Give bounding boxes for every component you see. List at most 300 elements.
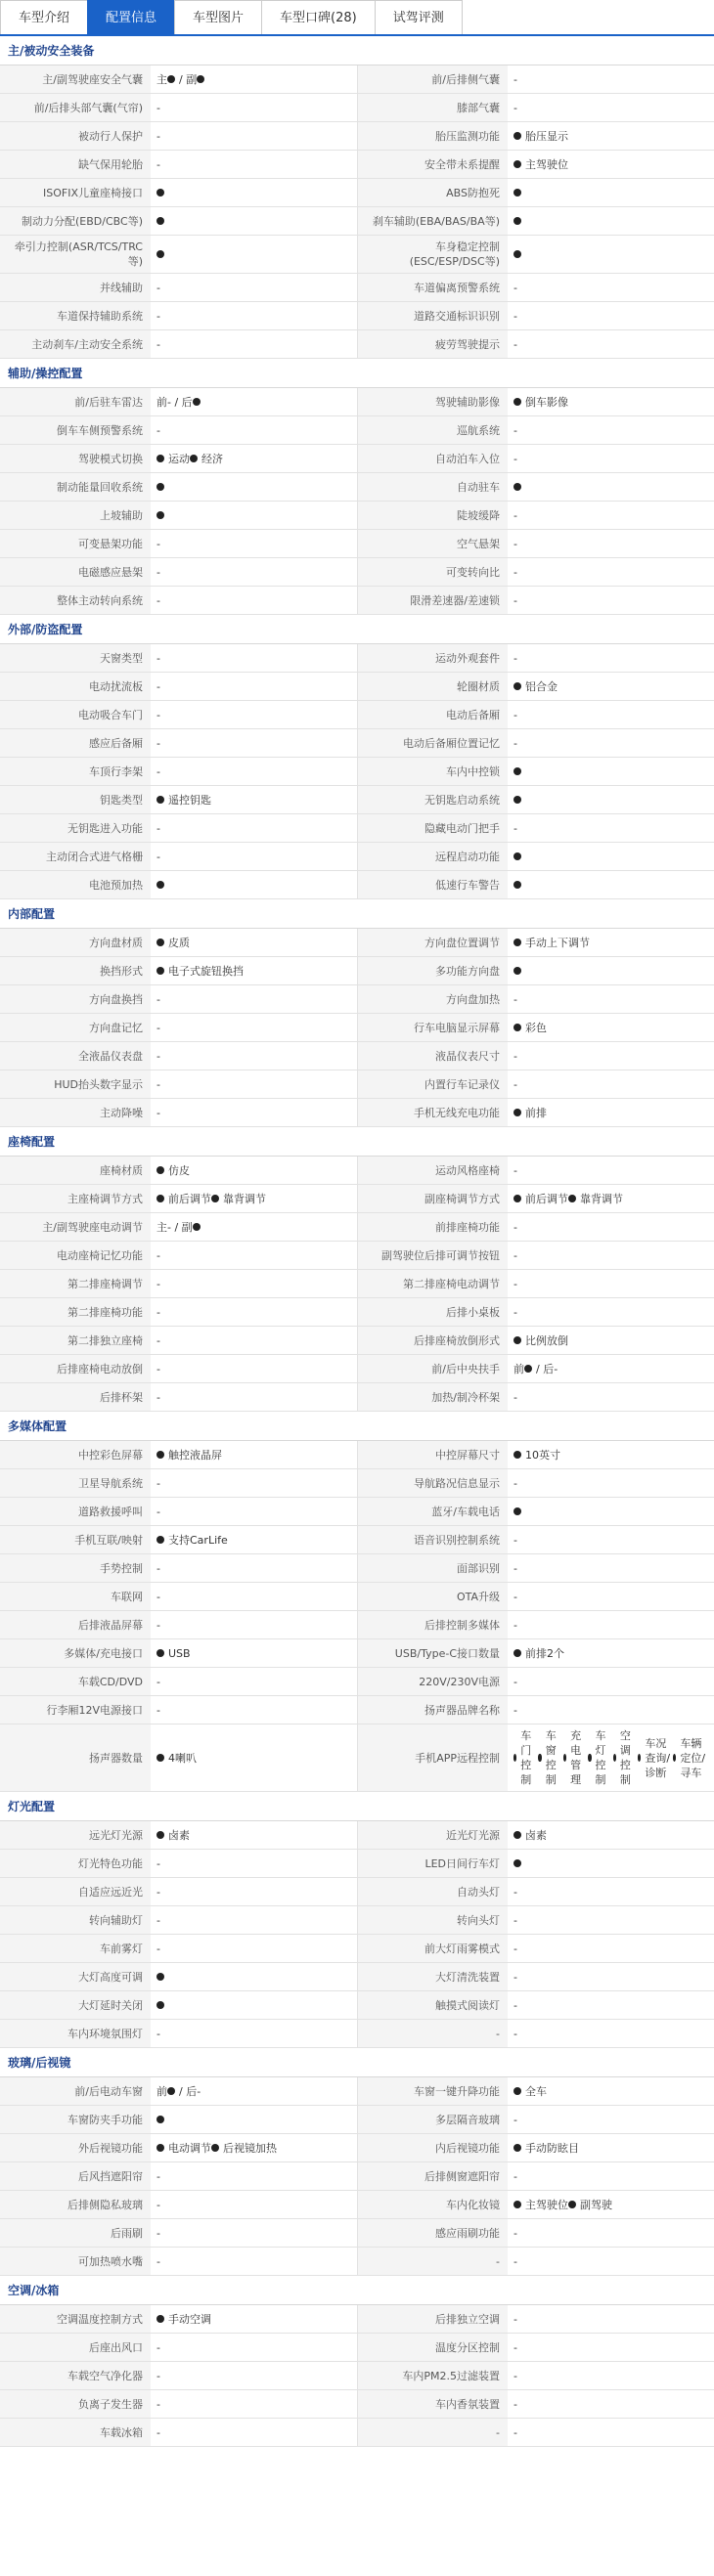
config-label: 缺气保用轮胎 (0, 151, 151, 178)
standard-dot-icon (513, 132, 521, 140)
config-value: 主驾驶位 副驾驶 (508, 2191, 714, 2218)
config-value (508, 957, 714, 984)
standard-dot-icon (193, 398, 201, 406)
standard-dot-icon (156, 511, 164, 519)
config-label: 可加热喷水嘴 (0, 2248, 151, 2275)
config-value: 4喇叭 (151, 1725, 357, 1791)
config-label: 自动驻车 (357, 473, 508, 501)
config-value: 仿皮 (151, 1157, 357, 1184)
config-value: - (156, 821, 160, 835)
config-value: - (156, 764, 160, 778)
config-label: 自适应远近光 (0, 1878, 151, 1905)
config-value: - (513, 1561, 517, 1575)
config-label: 后雨刷 (0, 2219, 151, 2247)
config-value: - (156, 157, 160, 171)
config-value: - (156, 2226, 160, 2240)
config-label: 方向盘换挡 (0, 985, 151, 1013)
config-label: 主座椅调节方式 (0, 1185, 151, 1212)
config-value: - (156, 1305, 160, 1319)
tab-0[interactable]: 车型介绍 (0, 0, 88, 34)
standard-dot-icon (156, 1451, 164, 1459)
config-row (0, 1611, 714, 1639)
standard-dot-icon (197, 75, 204, 83)
standard-dot-icon (513, 2144, 521, 2152)
config-value (151, 1991, 357, 2019)
config-label: 胎压监测功能 (357, 122, 508, 150)
config-row (0, 2106, 714, 2134)
config-label: ABS防抱死 (357, 179, 508, 206)
config-label: 电动后备厢位置记忆 (357, 729, 508, 757)
config-value: - (156, 1505, 160, 1518)
standard-dot-icon (167, 2087, 175, 2095)
config-row (0, 1213, 714, 1242)
standard-dot-icon (513, 1831, 521, 1839)
config-label: 面部识别 (357, 1554, 508, 1582)
config-value: - (156, 992, 160, 1006)
config-label: 膝部气囊 (357, 94, 508, 121)
standard-dot-icon (513, 682, 521, 690)
config-value: 前 / 后- (513, 1362, 558, 1375)
config-value: - (156, 565, 160, 579)
config-label: 车内PM2.5过滤装置 (357, 2362, 508, 2389)
config-value: 10英寸 (508, 1441, 714, 1468)
config-value: 前排 (508, 1099, 714, 1126)
config-row (0, 1099, 714, 1127)
config-row (0, 558, 714, 587)
config-value (508, 1850, 714, 1877)
config-label: 车载CD/DVD (0, 1668, 151, 1695)
config-label: 电动座椅记忆功能 (0, 1242, 151, 1269)
config-value: - (156, 1106, 160, 1119)
config-value: 车门控制 车窗控制 充电管理 车灯控制 空调控制 车况查询/诊断 车辆定位/寻车 (508, 1725, 714, 1791)
config-value: - (156, 1277, 160, 1290)
tab-1[interactable]: 配置信息 (87, 0, 175, 34)
config-label: 低速行车警告 (357, 871, 508, 898)
config-value: 皮质 (151, 929, 357, 956)
config-label: 第二排座椅调节 (0, 1270, 151, 1297)
config-label: 倒车车侧预警系统 (0, 416, 151, 444)
config-row (0, 179, 714, 207)
config-value: - (513, 72, 517, 86)
config-value (151, 1963, 357, 1990)
config-value: 主- / 副 (151, 1213, 357, 1241)
config-label: 钥匙类型 (0, 786, 151, 813)
config-value: - (513, 1077, 517, 1091)
config-value: - (156, 1913, 160, 1927)
config-label: 车内香氛装置 (357, 2390, 508, 2418)
config-label: 主动闭合式进气格栅 (0, 843, 151, 870)
config-value (508, 843, 714, 870)
config-value: - (513, 1248, 517, 1262)
config-label: 制动能量回收系统 (0, 473, 151, 501)
config-row (0, 1242, 714, 1270)
standard-dot-icon (513, 2201, 521, 2208)
config-value: 卤素 (508, 1821, 714, 1849)
config-label: ISOFIX儿童座椅接口 (0, 179, 151, 206)
standard-dot-icon (513, 881, 521, 889)
config-label: 巡航系统 (357, 416, 508, 444)
config-label: 扬声器数量 (0, 1725, 151, 1791)
config-value: - (156, 2027, 160, 2040)
config-value: - (156, 1675, 160, 1688)
config-row (0, 388, 714, 416)
config-row (0, 330, 714, 359)
config-label: 触摸式阅读灯 (357, 1991, 508, 2019)
config-label: 可变转向比 (357, 558, 508, 586)
config-value: - (513, 1590, 517, 1603)
standard-dot-icon (613, 1754, 616, 1762)
config-label: 限滑差速器/差速锁 (357, 587, 508, 614)
tab-3[interactable]: 车型口碑(28) (261, 0, 376, 34)
config-value: 手动上下调节 (508, 929, 714, 956)
config-row (0, 786, 714, 814)
config-value: - (156, 309, 160, 323)
standard-dot-icon (513, 767, 521, 775)
config-value (508, 758, 714, 785)
config-value: - (513, 1220, 517, 1234)
config-row (0, 302, 714, 330)
config-value: - (156, 423, 160, 437)
config-label: 多功能方向盘 (357, 957, 508, 984)
config-row (0, 2219, 714, 2248)
config-label: 蓝牙/车载电话 (357, 1498, 508, 1525)
config-row (0, 2162, 714, 2191)
config-label: 感应雨刷功能 (357, 2219, 508, 2247)
config-label: 车窗防夹手功能 (0, 2106, 151, 2133)
config-label: 多层隔音玻璃 (357, 2106, 508, 2133)
config-label: 制动力分配(EBD/CBC等) (0, 207, 151, 235)
config-label: 并线辅助 (0, 274, 151, 301)
config-row (0, 871, 714, 899)
config-label: OTA升级 (357, 1583, 508, 1610)
config-label: 第二排座椅电动调节 (357, 1270, 508, 1297)
config-value: - (513, 565, 517, 579)
config-value (151, 871, 357, 898)
standard-dot-icon (156, 217, 164, 225)
config-label: 安全带未系提醒 (357, 151, 508, 178)
config-label: 牵引力控制(ASR/TCS/TRC等) (0, 236, 151, 273)
config-value: 前后调节 靠背调节 (151, 1185, 357, 1212)
config-label: 车内化妆镜 (357, 2191, 508, 2218)
config-value: - (513, 1675, 517, 1688)
config-value: - (513, 101, 517, 114)
config-row (0, 701, 714, 729)
config-label: 语音识别控制系统 (357, 1526, 508, 1553)
config-label: 主/副驾驶座安全气囊 (0, 65, 151, 93)
config-value: - (156, 129, 160, 143)
config-label: 大灯延时关闭 (0, 1991, 151, 2019)
config-row (0, 2305, 714, 2334)
config-label: 手机无线充电功能 (357, 1099, 508, 1126)
standard-dot-icon (513, 189, 521, 196)
config-label: 前排座椅功能 (357, 1213, 508, 1241)
config-row (0, 1554, 714, 1583)
config-value: 卤素 (151, 1821, 357, 1849)
config-row (0, 416, 714, 445)
config-value: 运动 经济 (151, 445, 357, 472)
config-label: 空气悬架 (357, 530, 508, 557)
standard-dot-icon (156, 2144, 164, 2152)
config-value (151, 179, 357, 206)
config-value: - (156, 593, 160, 607)
standard-dot-icon (568, 2201, 576, 2208)
config-label: 方向盘加热 (357, 985, 508, 1013)
config-value: 前后调节 靠背调节 (508, 1185, 714, 1212)
config-label: 转向头灯 (357, 1906, 508, 1934)
config-value (508, 207, 714, 235)
config-label: 远程启动功能 (357, 843, 508, 870)
config-row (0, 502, 714, 530)
standard-dot-icon (563, 1754, 566, 1762)
config-label: 主动刹车/主动安全系统 (0, 330, 151, 358)
config-label: 车道偏离预警系统 (357, 274, 508, 301)
config-label: 手势控制 (0, 1554, 151, 1582)
config-row (0, 1441, 714, 1469)
config-row (0, 2077, 714, 2106)
config-content (0, 36, 714, 2447)
config-label: USB/Type-C接口数量 (357, 1639, 508, 1667)
config-label: 前/后排头部气囊(气帘) (0, 94, 151, 121)
config-value: - (156, 1856, 160, 1870)
config-row (0, 2134, 714, 2162)
config-label: 大灯清洗装置 (357, 1963, 508, 1990)
standard-dot-icon (156, 1195, 164, 1202)
standard-dot-icon (190, 455, 198, 462)
standard-dot-icon (513, 483, 521, 491)
standard-dot-icon (513, 160, 521, 168)
config-row (0, 151, 714, 179)
config-value: - (156, 736, 160, 750)
section-title: 辅助/操控配置 (0, 359, 714, 388)
section-title: 外部/防盗配置 (0, 615, 714, 644)
config-value (508, 179, 714, 206)
config-value: - (156, 1049, 160, 1063)
config-row (0, 673, 714, 701)
config-value: - (156, 2425, 160, 2439)
standard-dot-icon (156, 250, 164, 258)
config-value (508, 473, 714, 501)
standard-dot-icon (513, 1754, 516, 1762)
config-value: - (156, 337, 160, 351)
config-label: 车内环境氛围灯 (0, 2020, 151, 2047)
config-value: - (513, 1942, 517, 1955)
config-row (0, 530, 714, 558)
config-value: - (513, 1970, 517, 1984)
config-row (0, 1696, 714, 1725)
config-value: 前- / 后 (151, 388, 357, 415)
config-label: 行车电脑显示屏幕 (357, 1014, 508, 1041)
standard-dot-icon (513, 1649, 521, 1657)
config-label: 无钥匙进入功能 (0, 814, 151, 842)
config-value: - (513, 452, 517, 465)
config-row (0, 644, 714, 673)
config-value: - (513, 2169, 517, 2183)
config-value: - (156, 1333, 160, 1347)
config-value: - (513, 992, 517, 1006)
config-value: - (513, 537, 517, 550)
config-label: - (357, 2248, 508, 2275)
config-label: 换挡形式 (0, 957, 151, 984)
config-label: 外后视镜功能 (0, 2134, 151, 2161)
config-label: 电动扰流板 (0, 673, 151, 700)
section-title: 座椅配置 (0, 1127, 714, 1157)
config-row (0, 1821, 714, 1850)
tab-4[interactable]: 试驾评测 (375, 0, 463, 34)
config-value: 铝合金 (508, 673, 714, 700)
config-label: HUD抬头数字显示 (0, 1070, 151, 1098)
config-value: - (513, 281, 517, 294)
config-value (508, 236, 714, 273)
config-row (0, 1498, 714, 1526)
config-row (0, 207, 714, 236)
config-value: - (156, 1362, 160, 1375)
config-row (0, 473, 714, 502)
config-label: 内置行车记录仪 (357, 1070, 508, 1098)
config-label: 电磁感应悬架 (0, 558, 151, 586)
config-label: 自动泊车入位 (357, 445, 508, 472)
config-label: 车载空气净化器 (0, 2362, 151, 2389)
config-label: 负离子发生器 (0, 2390, 151, 2418)
config-value: 触控液晶屏 (151, 1441, 357, 1468)
config-row (0, 1469, 714, 1498)
config-value: - (156, 1885, 160, 1899)
config-label: 后排侧窗遮阳帘 (357, 2162, 508, 2190)
config-label: 可变悬架功能 (0, 530, 151, 557)
standard-dot-icon (513, 217, 521, 225)
config-row (0, 985, 714, 1014)
standard-dot-icon (156, 1754, 164, 1762)
config-row (0, 274, 714, 302)
config-row (0, 1935, 714, 1963)
standard-dot-icon (513, 250, 521, 258)
config-label: 灯光特色功能 (0, 1850, 151, 1877)
config-label: 后排座椅电动放倒 (0, 1355, 151, 1382)
config-row (0, 587, 714, 615)
config-row (0, 1070, 714, 1099)
config-value (151, 207, 357, 235)
config-label: 整体主动转向系统 (0, 587, 151, 614)
config-label: 后排座椅放倒形式 (357, 1327, 508, 1354)
config-value: 主驾驶位 (508, 151, 714, 178)
standard-dot-icon (513, 398, 521, 406)
config-value: - (156, 2254, 160, 2268)
config-value: - (156, 1703, 160, 1717)
config-value: - (513, 1305, 517, 1319)
config-row (0, 65, 714, 94)
config-value: - (513, 423, 517, 437)
config-value: - (513, 1049, 517, 1063)
standard-dot-icon (156, 2116, 164, 2123)
config-row (0, 2390, 714, 2419)
config-value: - (513, 2226, 517, 2240)
config-row (0, 94, 714, 122)
config-label: 后排控制多媒体 (357, 1611, 508, 1638)
config-label: 陡坡缓降 (357, 502, 508, 529)
config-value: 支持CarLife (151, 1526, 357, 1553)
config-label: 手机互联/映射 (0, 1526, 151, 1553)
config-value: - (513, 2113, 517, 2126)
config-row (0, 1725, 714, 1792)
config-label: 大灯高度可调 (0, 1963, 151, 1990)
config-value: 电子式旋钮换挡 (151, 957, 357, 984)
standard-dot-icon (156, 455, 164, 462)
config-value: - (513, 593, 517, 607)
config-value: - (513, 1163, 517, 1177)
tab-2[interactable]: 车型图片 (174, 0, 262, 34)
config-label: 运动风格座椅 (357, 1157, 508, 1184)
config-label: 刹车辅助(EBA/BAS/BA等) (357, 207, 508, 235)
config-value: - (513, 2254, 517, 2268)
config-row (0, 814, 714, 843)
config-row (0, 929, 714, 957)
section-title: 内部配置 (0, 899, 714, 929)
config-row (0, 1526, 714, 1554)
config-row (0, 122, 714, 151)
config-value: - (156, 537, 160, 550)
config-value: - (513, 1533, 517, 1547)
config-row (0, 1014, 714, 1042)
standard-dot-icon (156, 796, 164, 804)
config-label: 运动外观套件 (357, 644, 508, 672)
standard-dot-icon (156, 483, 164, 491)
config-label: 被动行人保护 (0, 122, 151, 150)
config-label: 无钥匙启动系统 (357, 786, 508, 813)
config-label: 感应后备厢 (0, 729, 151, 757)
standard-dot-icon (513, 1859, 521, 1867)
config-value: - (513, 2340, 517, 2354)
config-value: 胎压显示 (508, 122, 714, 150)
config-value: - (513, 1998, 517, 2012)
config-label: 后排独立空调 (357, 2305, 508, 2333)
standard-dot-icon (513, 852, 521, 860)
section-title: 空调/冰箱 (0, 2276, 714, 2305)
standard-dot-icon (167, 75, 175, 83)
config-label: 道路交通标识识别 (357, 302, 508, 329)
config-label: 道路救援呼叫 (0, 1498, 151, 1525)
config-value: - (156, 2369, 160, 2382)
standard-dot-icon (638, 1754, 641, 1762)
config-row (0, 445, 714, 473)
config-value: 遥控钥匙 (151, 786, 357, 813)
config-label: 液晶仪表尺寸 (357, 1042, 508, 1070)
standard-dot-icon (156, 1973, 164, 1981)
standard-dot-icon (211, 2144, 219, 2152)
config-value: - (513, 651, 517, 665)
config-label: 副驾驶位后排可调节按钮 (357, 1242, 508, 1269)
config-value: - (513, 337, 517, 351)
config-row (0, 758, 714, 786)
config-row (0, 236, 714, 274)
config-value: - (513, 1476, 517, 1490)
tab-bar (0, 0, 714, 36)
config-value: - (156, 1077, 160, 1091)
config-value: 手动空调 (151, 2305, 357, 2333)
config-value (508, 786, 714, 813)
config-label: 电池预加热 (0, 871, 151, 898)
config-label: 加热/制冷杯架 (357, 1383, 508, 1411)
standard-dot-icon (538, 1754, 541, 1762)
config-row (0, 1850, 714, 1878)
config-value: 前 / 后- (156, 2084, 201, 2098)
config-value: 主 / 副 (151, 65, 357, 93)
config-value: 手动防眩目 (508, 2134, 714, 2161)
config-value: - (513, 708, 517, 721)
config-row (0, 2020, 714, 2048)
config-value: - (513, 1885, 517, 1899)
section-title: 灯光配置 (0, 1792, 714, 1821)
config-value: - (156, 1390, 160, 1404)
config-value: - (156, 651, 160, 665)
